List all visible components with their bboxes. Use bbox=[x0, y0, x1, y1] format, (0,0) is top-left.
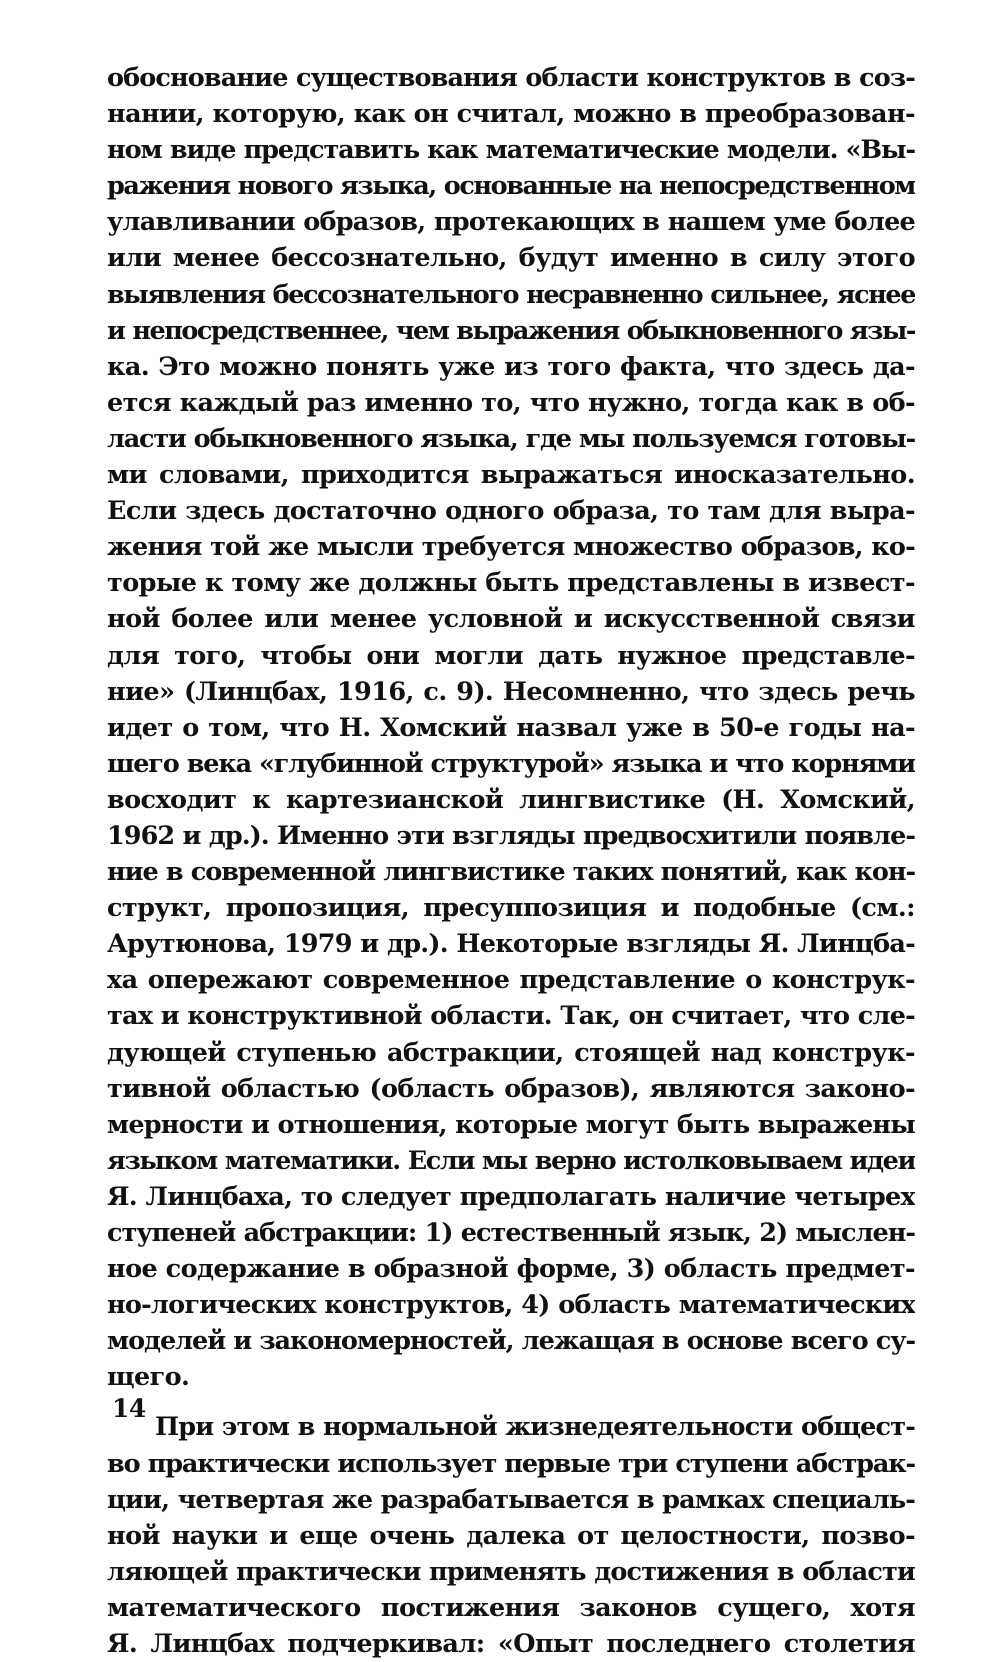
text-line: улавливании образов, протекающих в нашем уме более bbox=[107, 207, 915, 238]
text-line: жения той же мысли требуется множество образов, ко- bbox=[107, 532, 915, 563]
text-line: щего. bbox=[107, 1362, 190, 1393]
text-line: ступеней абстракции: 1) естественный язык, 2) мыслен- bbox=[107, 1218, 915, 1248]
paragraph-2 bbox=[107, 1409, 915, 1662]
text-line: ласти обыкновенного языка, где мы пользуемся готовы- bbox=[107, 423, 915, 454]
text-line: обоснование существования области конструктов в соз- bbox=[107, 63, 915, 93]
text-line: мерности и отношения, которые могут быть выражены bbox=[107, 1109, 915, 1140]
text-line: ми словами, приходится выражаться иносказательно. bbox=[107, 460, 915, 491]
text-line: тах и конструктивной области. Так, он считает, что сле- bbox=[107, 1001, 915, 1032]
text-line: Если здесь достаточно одного образа, то там для выра- bbox=[107, 496, 915, 527]
text-line: ние» (Линцбах, 1916, с. 9). Несомненно, что здесь речь bbox=[107, 676, 915, 707]
text-line: нании, которую, как он считал, можно в преобразован- bbox=[107, 99, 915, 130]
text-line: во практически использует первые три ступени абстрак- bbox=[107, 1448, 915, 1479]
text-line: для того, чтобы они могли дать нужное представле- bbox=[107, 640, 915, 671]
text-line: математического постижения законов сущего, хотя bbox=[107, 1592, 915, 1623]
body-text bbox=[107, 60, 915, 1662]
text-line: шего века «глубинной структурой» языка и что корнями bbox=[107, 748, 915, 779]
text-line: ражения нового языка, основанные на непосредственном bbox=[107, 171, 915, 202]
text-line: ха опережают современное представление о конструк- bbox=[107, 965, 915, 996]
text-line: или менее бессознательно, будут именно в силу этого bbox=[107, 243, 915, 274]
text-line: Я. Линцбах подчеркивал: «Опыт последнего столетия bbox=[107, 1629, 915, 1660]
text-line: торые к тому же должны быть представлены в извест- bbox=[107, 568, 915, 599]
text-line: моделей и закономерностей, лежащая в основе всего су- bbox=[107, 1326, 915, 1357]
text-line: ном виде представить как математические модели. «Вы- bbox=[107, 135, 915, 166]
paragraph-1 bbox=[107, 60, 915, 1395]
text-line: структ, пропозиция, пресуппозиция и подобные (см.: bbox=[107, 893, 915, 924]
text-line: ется каждый раз именно то, что нужно, тогда как в об- bbox=[107, 387, 915, 418]
paragraph-gap bbox=[107, 1395, 915, 1409]
page-number: 14 bbox=[112, 1394, 146, 1423]
text-line: языком математики. Если мы верно истолковываем идеи bbox=[107, 1145, 915, 1176]
text-line: ной науки и еще очень далека от целостности, позво- bbox=[107, 1520, 915, 1551]
text-line: Я. Линцбаха, то следует предполагать наличие четырех bbox=[107, 1181, 915, 1212]
text-line: идет о том, что Н. Хомский назвал уже в 50-е годы на- bbox=[107, 712, 915, 743]
text-line: выявления бессознательного несравненно сильнее, яснее bbox=[107, 279, 915, 310]
text-line: Арутюнова, 1979 и др.). Некоторые взгляды Я. Линцба- bbox=[107, 929, 915, 960]
text-line: и непосредственнее, чем выражения обыкновенного язы- bbox=[107, 315, 915, 346]
text-line: тивной областью (область образов), являются законо- bbox=[107, 1073, 915, 1104]
text-line: ние в современной лингвистике таких понятий, как кон- bbox=[107, 857, 915, 888]
text-line: но-логических конструктов, 4) область математических bbox=[107, 1290, 915, 1321]
text-line: ной более или менее условной и искусственной связи bbox=[107, 604, 915, 635]
text-line: 1962 и др.). Именно эти взгляды предвосхитили появле- bbox=[107, 820, 915, 851]
text-line: ка. Это можно понять уже из того факта, что здесь да- bbox=[107, 351, 915, 382]
text-line: ции, четвертая же разрабатывается в рамках специаль- bbox=[107, 1484, 915, 1515]
text-line: ляющей практически применять достижения в области bbox=[107, 1556, 915, 1587]
text-line: восходит к картезианской лингвистике (Н. Хомский, bbox=[107, 784, 915, 815]
text-line: При этом в нормальной жизнедеятельности общест- bbox=[155, 1412, 915, 1443]
text-line: дующей ступенью абстракции, стоящей над конструк- bbox=[107, 1037, 915, 1068]
text-line: ное содержание в образной форме, 3) область предмет- bbox=[107, 1254, 915, 1285]
